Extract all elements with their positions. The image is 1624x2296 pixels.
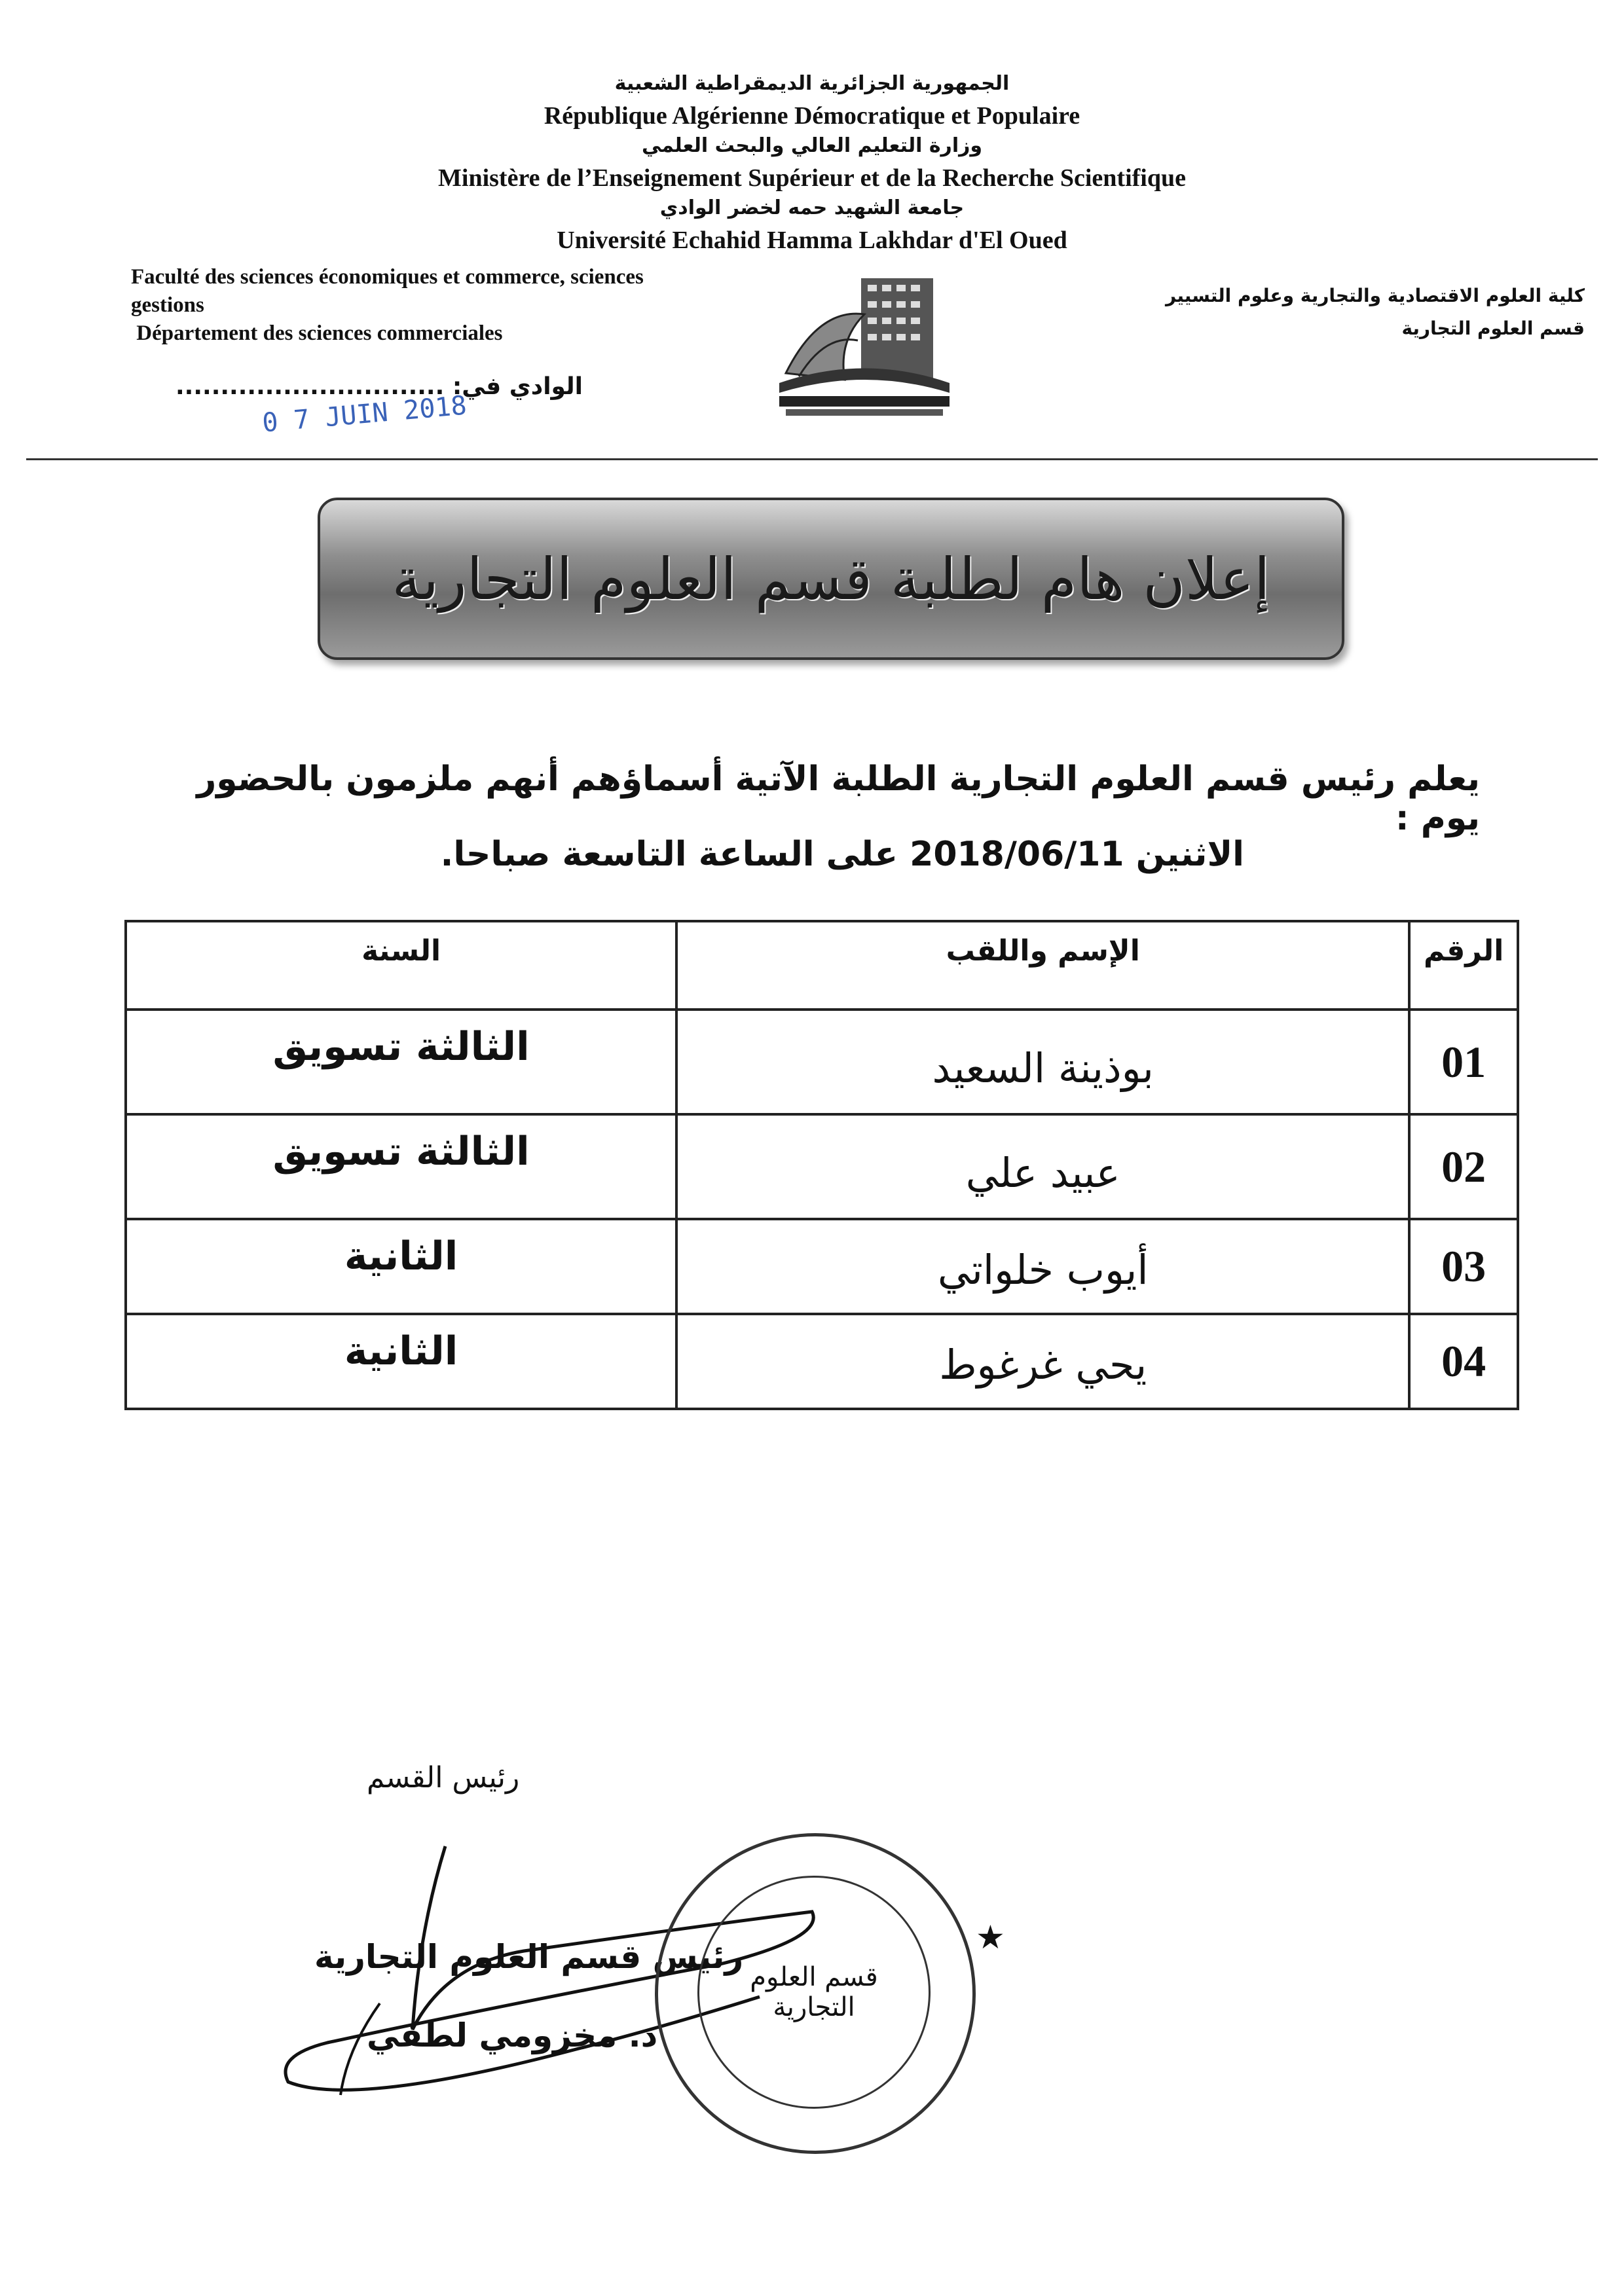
svg-text:وزارة التعليم العالي والبحث ال [665,1843,673,1848]
header-republic-ar: الجمهورية الجزائرية الديمقراطية الشعبية [614,72,1010,95]
faculty-fr-line2: gestions [131,293,204,317]
row-year: الثانية [126,1314,676,1409]
table-row [126,1114,1518,1219]
university-logo-icon [773,268,956,426]
row-year: الثالثة تسويق [126,1010,676,1114]
signature-title: رئيس القسم [367,1761,520,1795]
date-label: الوادي في: [452,373,583,400]
department-fr: Département des sciences commerciales [131,321,503,345]
faculty-ar-line1: كلية العلوم الاقتصادية والتجارية وعلوم التسيير [1165,285,1585,306]
header-university-fr: Université Echahid Hamma Lakhdar d'El Oued [557,227,1067,254]
students-table [124,920,1519,1410]
header-year: السنة [126,921,676,1010]
row-name: عبيد علي [676,1114,1409,1219]
intro-line2: الاثنين 2018/06/11 على الساعة التاسعة صباحا. [440,835,1244,874]
star-icon: ★ [976,1918,1005,1956]
header-republic-fr: République Algérienne Démocratique et Populaire [544,102,1080,130]
row-num: 02 [1409,1114,1518,1219]
header-name: الإسم واللقب [676,921,1409,1010]
table-row [126,1314,1518,1409]
university-logo [773,268,956,426]
department-ar: قسم العلوم التجارية [1401,318,1585,339]
faculty-fr-line1: Faculté des sciences économiques et commerce, sciences [131,265,644,289]
date-stamp: 0 7 JUIN 2018 [261,390,468,439]
header-num: الرقم [1409,921,1518,1010]
seal-center-text: قسم العلوم التجارية [750,1962,878,2022]
row-num: 01 [1409,1010,1518,1114]
signature-stamp-line2: د. مخزومي لطفي [367,2016,658,2054]
row-name: أيوب خلواتي [676,1219,1409,1314]
row-year: الثالثة تسويق [126,1114,676,1219]
header-university-ar: جامعة الشهيد حمه لخضر الوادي [659,196,965,219]
table-row [126,1219,1518,1314]
header-divider [26,458,1598,460]
intro-line1: يعلم رئيس قسم العلوم التجارية الطلبة الآتية أسماؤهم أنهم ملزمون بالحضور يوم : [196,759,1480,838]
announcement-title: إعلان هام لطلبة قسم العلوم التجارية [392,545,1270,613]
seal-ring-text [665,1843,673,1848]
row-year: الثانية [126,1219,676,1314]
table-row [126,1010,1518,1114]
announcement-banner [318,498,1344,660]
date-dots: .............................. [175,373,445,400]
row-num: 04 [1409,1314,1518,1409]
header-ministry-fr: Ministère de l’Enseignement Supérieur et de la Recherche Scientifique [438,164,1186,192]
official-seal-center [697,1876,931,2109]
header-ministry-ar: وزارة التعليم العالي والبحث العلمي [641,134,983,157]
row-num: 03 [1409,1219,1518,1314]
row-name: بوذينة السعيد [676,1010,1409,1114]
table-header-row [126,921,1518,1010]
signature-stamp-line1: رئيس قسم العلوم التجارية [314,1938,744,1976]
date-line [175,373,583,400]
row-name: يحي غرغوط [676,1314,1409,1409]
